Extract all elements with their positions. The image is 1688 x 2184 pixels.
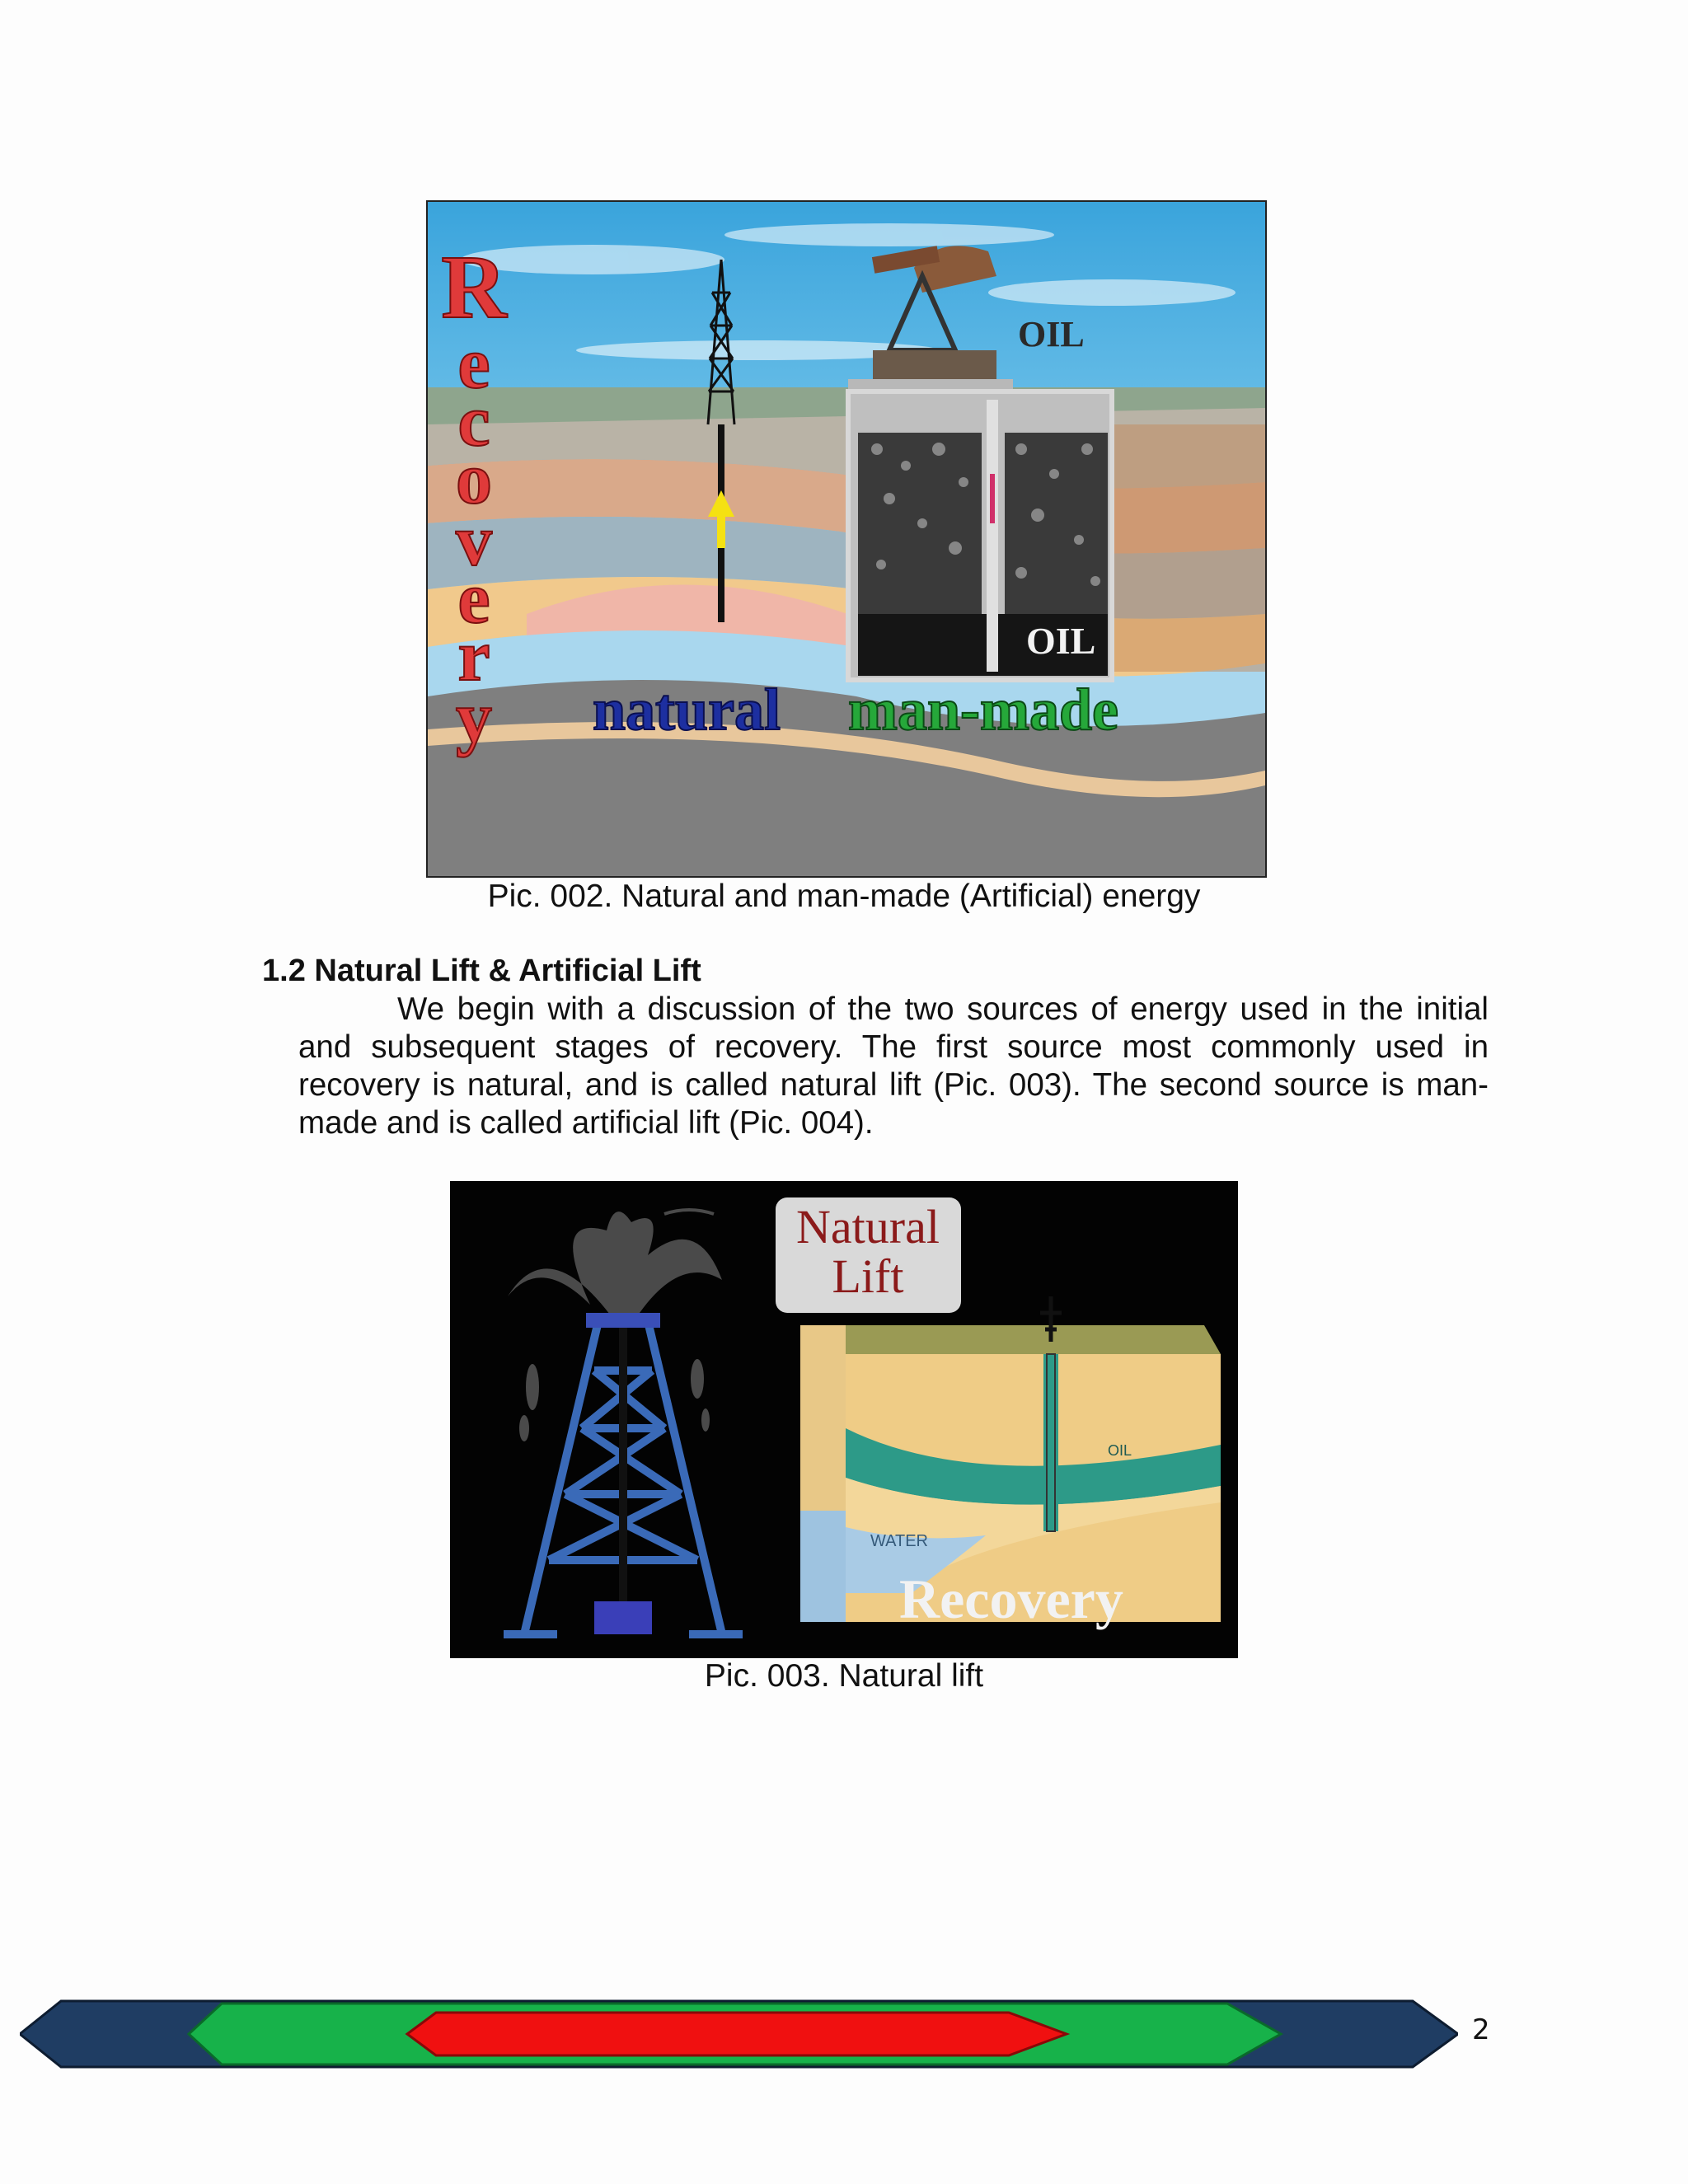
figure-natural-man-made-image: [426, 200, 1267, 878]
water-label: WATER: [870, 1532, 928, 1550]
recovery-label: Recovery: [899, 1568, 1123, 1630]
wellhead: [594, 1601, 652, 1634]
oil-label: OIL: [1108, 1442, 1132, 1459]
figure-natural-lift-image: [450, 1181, 1238, 1658]
section-heading: 1.2 Natural Lift & Artificial Lift: [262, 954, 701, 988]
figure1-caption: Pic. 002. Natural and man-made (Artificial) energy: [487, 879, 1201, 914]
natural-label: natural: [593, 677, 781, 743]
footer-band-inner: [407, 2013, 1067, 2055]
figure2-caption: Pic. 003. Natural lift: [704, 1658, 984, 1694]
derrick-pipe: [619, 1328, 627, 1624]
section-paragraph: We begin with a discussion of the two sources of energy used in the initial and subsequent stages of recovery. The first source most commonly used in recovery is natural, and is called natural lift (Pic. 003). The second source is man-made and is called artificial lift (Pic. 004).: [298, 991, 1489, 1141]
footer-arrow-banner: [20, 1998, 1458, 2070]
man-made-label: man-made: [848, 677, 1118, 743]
natural-lift-title-line2: Lift: [832, 1249, 904, 1303]
derrick-top: [586, 1313, 660, 1328]
svg-text:Recovery: R e c o v e r y: [441, 237, 507, 758]
oil-label-top: OIL: [1018, 314, 1085, 354]
rock-block-side: [1112, 424, 1265, 672]
page-number: 2: [1472, 2013, 1490, 2046]
oil-label-bottom: OIL: [1026, 620, 1096, 662]
natural-lift-title-line1: Natural: [796, 1200, 940, 1254]
